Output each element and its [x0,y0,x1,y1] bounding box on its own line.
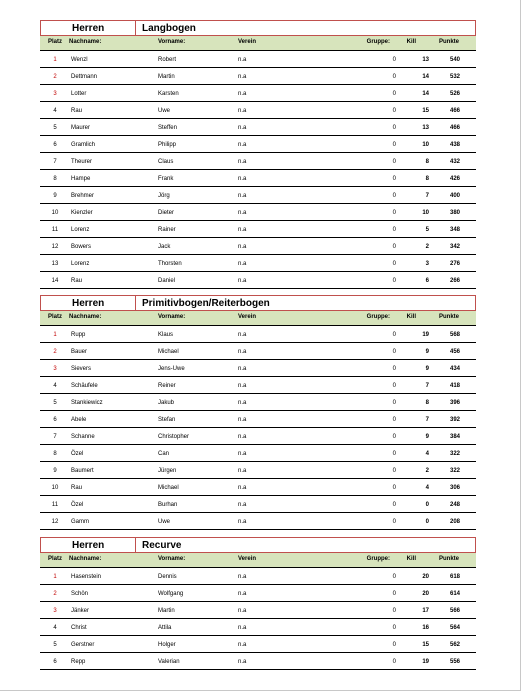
cell-vorname: Jakub [158,400,175,406]
cell-vorname: Wolfgang [158,591,184,597]
cell-platz: 5 [53,642,57,648]
table-row [40,636,476,653]
cell-vorname: Claus [158,159,174,165]
cell-platz: 8 [53,451,57,457]
cell-kill: 7 [425,193,429,199]
table-row [40,51,476,68]
cell-kill: 9 [425,434,429,440]
cell-punkte: 562 [449,642,460,648]
cell-kill: 19 [422,659,429,665]
table-row [40,479,476,496]
cell-platz: 6 [53,659,57,665]
column-header-vorname: Vorname: [158,314,186,320]
cell-platz: 11 [51,502,59,508]
results-section [40,537,476,670]
cell-platz: 13 [51,261,59,267]
cell-platz: 7 [53,159,57,165]
cell-vorname: Uwe [158,519,171,525]
cell-verein: n.a [238,159,247,165]
cell-kill: 13 [422,57,429,63]
cell-vorname: Rainer [158,227,176,233]
cell-vorname: Attila [158,625,172,631]
table-row [40,377,476,394]
cell-punkte: 400 [449,193,460,199]
cell-gruppe: 0 [392,108,396,114]
cell-kill: 6 [425,278,429,284]
section-header-divider [135,538,136,552]
cell-verein: n.a [238,417,247,423]
cell-nachname: Schäufele [71,383,98,389]
cell-vorname: Reiner [158,383,176,389]
cell-vorname: Valerian [158,659,180,665]
cell-vorname: Thorsten [158,261,182,267]
cell-platz: 1 [53,574,57,580]
column-header-punkte: Punkte [438,314,459,320]
cell-verein: n.a [238,142,247,148]
cell-nachname: Stankiewicz [71,400,103,406]
section-category: Herren [72,298,105,309]
cell-punkte: 418 [449,383,460,389]
cell-platz: 9 [53,468,57,474]
table-row [40,496,476,513]
cell-punkte: 248 [449,502,460,508]
cell-nachname: Özel [71,502,84,508]
column-header-kill: Kill [406,314,416,320]
cell-vorname: Frank [158,176,174,182]
cell-verein: n.a [238,400,247,406]
table-row [40,394,476,411]
cell-nachname: Gerstner [71,642,95,648]
cell-kill: 10 [422,210,429,216]
cell-verein: n.a [238,366,247,372]
cell-kill: 7 [425,417,429,423]
cell-vorname: Jens-Uwe [158,366,185,372]
cell-verein: n.a [238,91,247,97]
section-category: Herren [72,23,105,34]
table-row [40,68,476,85]
cell-verein: n.a [238,349,247,355]
cell-kill: 15 [422,642,429,648]
cell-kill: 9 [425,349,429,355]
cell-platz: 1 [53,332,57,338]
cell-verein: n.a [238,176,247,182]
column-header-platz: Platz [47,39,62,45]
cell-vorname: Uwe [158,108,171,114]
cell-gruppe: 0 [392,176,396,182]
cell-verein: n.a [238,642,247,648]
column-header-verein: Verein [238,314,257,320]
cell-vorname: Dennis [158,574,177,580]
cell-platz: 4 [53,108,57,114]
cell-nachname: Repp [71,659,86,665]
cell-platz: 1 [53,57,57,63]
cell-gruppe: 0 [392,502,396,508]
cell-verein: n.a [238,278,247,284]
column-header-gruppe: Gruppe: [366,39,390,45]
cell-gruppe: 0 [392,519,396,525]
cell-gruppe: 0 [392,278,396,284]
column-header-nachname: Nachname: [69,39,102,45]
cell-nachname: Lotter [71,91,87,97]
column-header-kill: Kill [406,556,416,562]
cell-punkte: 564 [449,625,460,631]
cell-kill: 8 [425,400,429,406]
cell-punkte: 540 [449,57,460,63]
table-row [40,187,476,204]
cell-vorname: Burhan [158,502,178,508]
cell-nachname: Rau [71,108,83,114]
cell-nachname: Theurer [71,159,93,165]
cell-vorname: Michael [158,485,179,491]
cell-punkte: 276 [449,261,460,267]
cell-kill: 0 [425,519,429,525]
table-row [40,343,476,360]
cell-punkte: 526 [449,91,460,97]
cell-kill: 16 [422,625,429,631]
cell-nachname: Kienzler [71,210,93,216]
table-row [40,428,476,445]
cell-vorname: Philipp [158,142,177,148]
cell-verein: n.a [238,125,247,131]
section-title: Langbogen [142,23,196,34]
cell-gruppe: 0 [392,451,396,457]
cell-gruppe: 0 [392,349,396,355]
cell-gruppe: 0 [392,332,396,338]
column-header-platz: Platz [47,314,62,320]
column-header-platz: Platz [47,556,62,562]
cell-punkte: 380 [449,210,460,216]
cell-gruppe: 0 [392,159,396,165]
cell-nachname: Gramlich [71,142,96,148]
cell-verein: n.a [238,332,247,338]
cell-vorname: Christopher [158,434,190,440]
cell-gruppe: 0 [392,574,396,580]
cell-kill: 8 [425,159,429,165]
cell-gruppe: 0 [392,625,396,631]
column-header-verein: Verein [238,39,257,45]
cell-kill: 20 [422,574,429,580]
column-header-vorname: Vorname: [158,39,186,45]
cell-vorname: Martin [158,74,175,80]
cell-platz: 9 [53,193,57,199]
cell-gruppe: 0 [392,642,396,648]
cell-vorname: Martin [158,608,175,614]
cell-gruppe: 0 [392,608,396,614]
results-section [40,295,476,530]
cell-verein: n.a [238,519,247,525]
cell-nachname: Rau [71,278,83,284]
cell-punkte: 568 [449,332,460,338]
cell-vorname: Jörg [158,193,170,199]
cell-punkte: 466 [449,108,460,114]
column-header-vorname: Vorname: [158,556,186,562]
cell-verein: n.a [238,434,247,440]
cell-platz: 3 [53,91,57,97]
cell-verein: n.a [238,591,247,597]
section-category: Herren [72,540,105,551]
cell-punkte: 438 [449,142,460,148]
cell-kill: 4 [425,451,429,457]
cell-nachname: Bauer [71,349,88,355]
cell-verein: n.a [238,244,247,250]
cell-platz: 2 [53,591,57,597]
cell-nachname: Gamm [71,519,89,525]
cell-vorname: Jack [158,244,171,250]
cell-vorname: Robert [158,57,177,63]
cell-gruppe: 0 [392,57,396,63]
table-row [40,653,476,670]
cell-gruppe: 0 [392,468,396,474]
table-row [40,568,476,585]
cell-punkte: 426 [449,176,460,182]
column-header-kill: Kill [406,39,416,45]
cell-verein: n.a [238,574,247,580]
table-row [40,326,476,343]
cell-gruppe: 0 [392,417,396,423]
table-row [40,85,476,102]
cell-verein: n.a [238,227,247,233]
cell-verein: n.a [238,57,247,63]
cell-kill: 10 [422,142,429,148]
cell-kill: 19 [422,332,429,338]
cell-platz: 11 [51,227,59,233]
cell-vorname: Steffen [158,125,177,131]
cell-nachname: Abele [71,417,87,423]
cell-platz: 12 [51,244,59,250]
cell-punkte: 432 [449,159,460,165]
cell-verein: n.a [238,108,247,114]
cell-vorname: Can [158,451,170,457]
cell-platz: 5 [53,125,57,131]
table-row [40,221,476,238]
section-header-divider [135,21,136,35]
cell-gruppe: 0 [392,244,396,250]
cell-verein: n.a [238,210,247,216]
cell-kill: 14 [422,91,429,97]
cell-punkte: 614 [449,591,460,597]
cell-kill: 13 [422,125,429,131]
cell-verein: n.a [238,74,247,80]
cell-punkte: 456 [449,349,460,355]
cell-nachname: Sievers [71,366,92,372]
section-header [40,537,476,553]
cell-nachname: Lorenz [71,227,90,233]
table-row [40,153,476,170]
column-header-punkte: Punkte [438,556,459,562]
column-header-nachname: Nachname: [69,556,102,562]
cell-punkte: 266 [449,278,460,284]
cell-platz: 10 [51,485,59,491]
table-row [40,445,476,462]
cell-nachname: Rupp [71,332,86,338]
cell-kill: 15 [422,108,429,114]
cell-gruppe: 0 [392,485,396,491]
cell-vorname: Dieter [158,210,175,216]
table-row [40,585,476,602]
cell-platz: 7 [53,434,57,440]
cell-gruppe: 0 [392,210,396,216]
table-row [40,602,476,619]
cell-nachname: Schanne [71,434,95,440]
cell-verein: n.a [238,193,247,199]
cell-kill: 2 [425,244,429,250]
cell-verein: n.a [238,659,247,665]
cell-gruppe: 0 [392,591,396,597]
cell-punkte: 208 [449,519,460,525]
cell-punkte: 618 [449,574,460,580]
cell-kill: 14 [422,74,429,80]
cell-platz: 5 [53,400,57,406]
table-row [40,136,476,153]
section-header-divider [135,296,136,310]
cell-vorname: Karsten [158,91,179,97]
cell-platz: 3 [53,366,57,372]
column-header-nachname: Nachname: [69,314,102,320]
table-row [40,238,476,255]
column-header-verein: Verein [238,556,257,562]
cell-kill: 3 [425,261,429,267]
cell-vorname: Stefan [158,417,176,423]
cell-punkte: 306 [449,485,460,491]
cell-punkte: 556 [449,659,460,665]
table-row [40,411,476,428]
cell-platz: 3 [53,608,57,614]
cell-platz: 6 [53,417,57,423]
cell-gruppe: 0 [392,434,396,440]
cell-gruppe: 0 [392,261,396,267]
table-row [40,170,476,187]
cell-platz: 6 [53,142,57,148]
cell-kill: 17 [422,608,429,614]
cell-verein: n.a [238,502,247,508]
cell-punkte: 342 [449,244,460,250]
cell-nachname: Özel [71,451,84,457]
cell-platz: 2 [53,349,57,355]
cell-gruppe: 0 [392,74,396,80]
cell-kill: 8 [425,176,429,182]
cell-nachname: Hampe [71,176,91,182]
cell-platz: 14 [51,278,59,284]
cell-nachname: Brehmer [71,193,95,199]
cell-punkte: 392 [449,417,460,423]
cell-platz: 8 [53,176,57,182]
cell-kill: 2 [425,468,429,474]
cell-platz: 4 [53,383,57,389]
cell-verein: n.a [238,261,247,267]
cell-verein: n.a [238,485,247,491]
cell-nachname: Christ [71,625,87,631]
cell-nachname: Hasenstein [71,574,102,580]
section-header [40,295,476,311]
cell-kill: 5 [425,227,429,233]
cell-vorname: Daniel [158,278,176,284]
table-row [40,513,476,530]
cell-punkte: 466 [449,125,460,131]
cell-vorname: Jürgen [158,468,177,474]
cell-punkte: 434 [449,366,460,372]
table-row [40,102,476,119]
cell-verein: n.a [238,451,247,457]
cell-gruppe: 0 [392,142,396,148]
cell-vorname: Holger [158,642,176,648]
cell-platz: 4 [53,625,57,631]
cell-kill: 9 [425,366,429,372]
cell-verein: n.a [238,608,247,614]
table-row [40,272,476,289]
cell-gruppe: 0 [392,400,396,406]
table-row [40,204,476,221]
cell-nachname: Bowers [71,244,92,250]
cell-gruppe: 0 [392,227,396,233]
section-header [40,20,476,36]
cell-gruppe: 0 [392,193,396,199]
column-header-punkte: Punkte [438,39,459,45]
cell-nachname: Maurer [71,125,91,131]
cell-punkte: 566 [449,608,460,614]
column-header-row [40,553,476,568]
cell-verein: n.a [238,468,247,474]
cell-gruppe: 0 [392,125,396,131]
cell-punkte: 322 [449,468,460,474]
cell-platz: 10 [51,210,59,216]
cell-gruppe: 0 [392,91,396,97]
cell-nachname: Jänker [71,608,90,614]
cell-kill: 0 [425,502,429,508]
section-title: Primitivbogen/Reiterbogen [142,298,270,309]
column-header-row [40,311,476,326]
cell-verein: n.a [238,383,247,389]
cell-nachname: Lorenz [71,261,90,267]
cell-kill: 20 [422,591,429,597]
cell-vorname: Michael [158,349,179,355]
cell-nachname: Rau [71,485,83,491]
column-header-row [40,36,476,51]
table-row [40,619,476,636]
cell-vorname: Klaus [158,332,174,338]
cell-punkte: 396 [449,400,460,406]
table-row [40,462,476,479]
cell-gruppe: 0 [392,383,396,389]
cell-punkte: 532 [449,74,460,80]
cell-gruppe: 0 [392,659,396,665]
cell-verein: n.a [238,625,247,631]
cell-punkte: 348 [449,227,460,233]
column-header-gruppe: Gruppe: [366,314,390,320]
column-header-gruppe: Gruppe: [366,556,390,562]
results-section [40,20,476,289]
cell-nachname: Baumert [71,468,94,474]
table-row [40,360,476,377]
cell-nachname: Schön [71,591,89,597]
cell-kill: 4 [425,485,429,491]
cell-platz: 12 [51,519,59,525]
table-row [40,119,476,136]
section-title: Recurve [142,540,182,551]
cell-platz: 2 [53,74,57,80]
cell-punkte: 384 [449,434,460,440]
cell-gruppe: 0 [392,366,396,372]
cell-punkte: 322 [449,451,460,457]
cell-nachname: Wenzl [71,57,88,63]
cell-kill: 7 [425,383,429,389]
table-row [40,255,476,272]
cell-nachname: Dettmann [71,74,98,80]
